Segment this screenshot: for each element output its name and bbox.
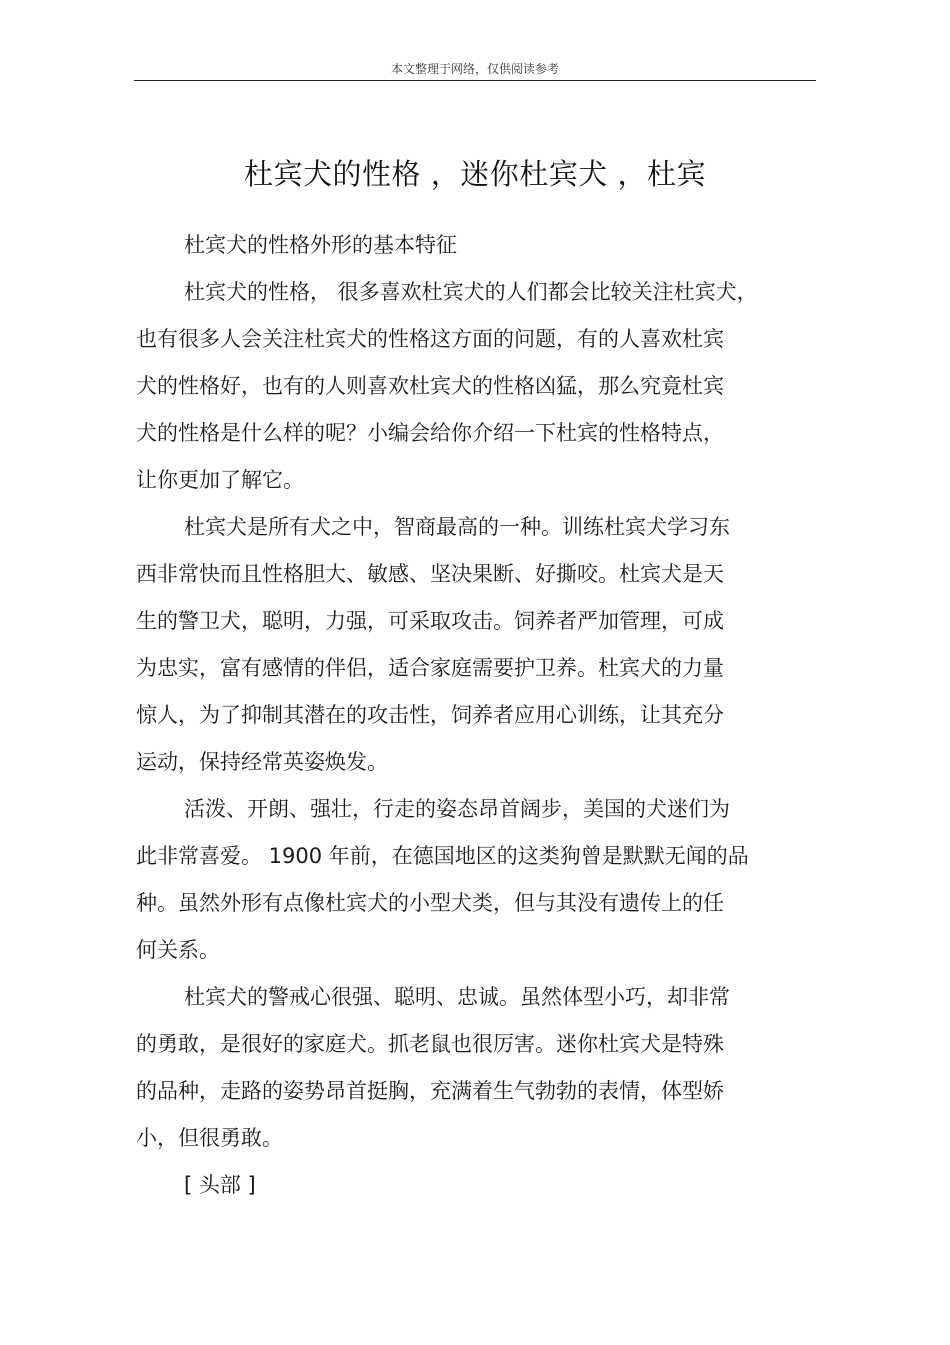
paragraph-line: 生的警卫犬，聪明，力强，可采取攻击。饲养者严加管理，可成 xyxy=(136,609,724,633)
paragraph-line: 犬的性格是什么样的呢？小编会给你介绍一下杜宾的性格特点， xyxy=(136,421,724,445)
paragraph-line: 活泼、开朗、强壮，行走的姿态昂首阔步，美国的犬迷们为 xyxy=(184,797,730,821)
section-heading-head: [ 头部 ] xyxy=(184,1173,256,1197)
paragraph-line: 犬的性格好，也有的人则喜欢杜宾犬的性格凶猛，那么究竟杜宾 xyxy=(136,374,724,398)
paragraph-line: 为忠实，富有感情的伴侣，适合家庭需要护卫养。杜宾犬的力量 xyxy=(136,656,724,680)
paragraph-line: 杜宾犬的警戒心很强、聪明、忠诚。虽然体型小巧，却非常 xyxy=(184,985,730,1009)
paragraph-line: 的勇敢，是很好的家庭犬。抓老鼠也很厉害。迷你杜宾犬是特殊 xyxy=(136,1032,724,1056)
document-body xyxy=(136,222,781,1209)
paragraph-line: 运动，保持经常英姿焕发。 xyxy=(136,750,388,774)
paragraph-line: 此非常喜爱。 1900 年前，在德国地区的这类狗曾是默默无闻的品 xyxy=(136,844,749,868)
paragraph-line: 何关系。 xyxy=(136,938,220,962)
paragraph-line: 让你更加了解它。 xyxy=(136,468,304,492)
paragraph-line: 也有很多人会关注杜宾犬的性格这方面的问题，有的人喜欢杜宾 xyxy=(136,327,724,351)
page-header-note: 本文整理于网络，仅供阅读参考 xyxy=(390,62,559,76)
subtitle-line: 杜宾犬的性格外形的基本特征 xyxy=(184,233,457,257)
paragraph-line: 西非常快而且性格胆大、敏感、坚决果断、好撕咬。杜宾犬是天 xyxy=(136,562,724,586)
paragraph-line: 小，但很勇敢。 xyxy=(136,1126,283,1150)
header-divider xyxy=(134,80,816,81)
document-title: 杜宾犬的性格 ，迷你杜宾犬 ，杜宾 xyxy=(244,157,706,191)
paragraph-line: 种。虽然外形有点像杜宾犬的小型犬类，但与其没有遗传上的任 xyxy=(136,891,724,915)
paragraph-line: 惊人，为了抑制其潜在的攻击性，饲养者应用心训练，让其充分 xyxy=(136,703,724,727)
paragraph-line: 杜宾犬是所有犬之中，智商最高的一种。训练杜宾犬学习东 xyxy=(184,515,730,539)
paragraph-line: 杜宾犬的性格， 很多喜欢杜宾犬的人们都会比较关注杜宾犬， xyxy=(184,280,758,304)
paragraph-line: 的品种，走路的姿势昂首挺胸，充满着生气勃勃的表情，体型娇 xyxy=(136,1079,724,1103)
